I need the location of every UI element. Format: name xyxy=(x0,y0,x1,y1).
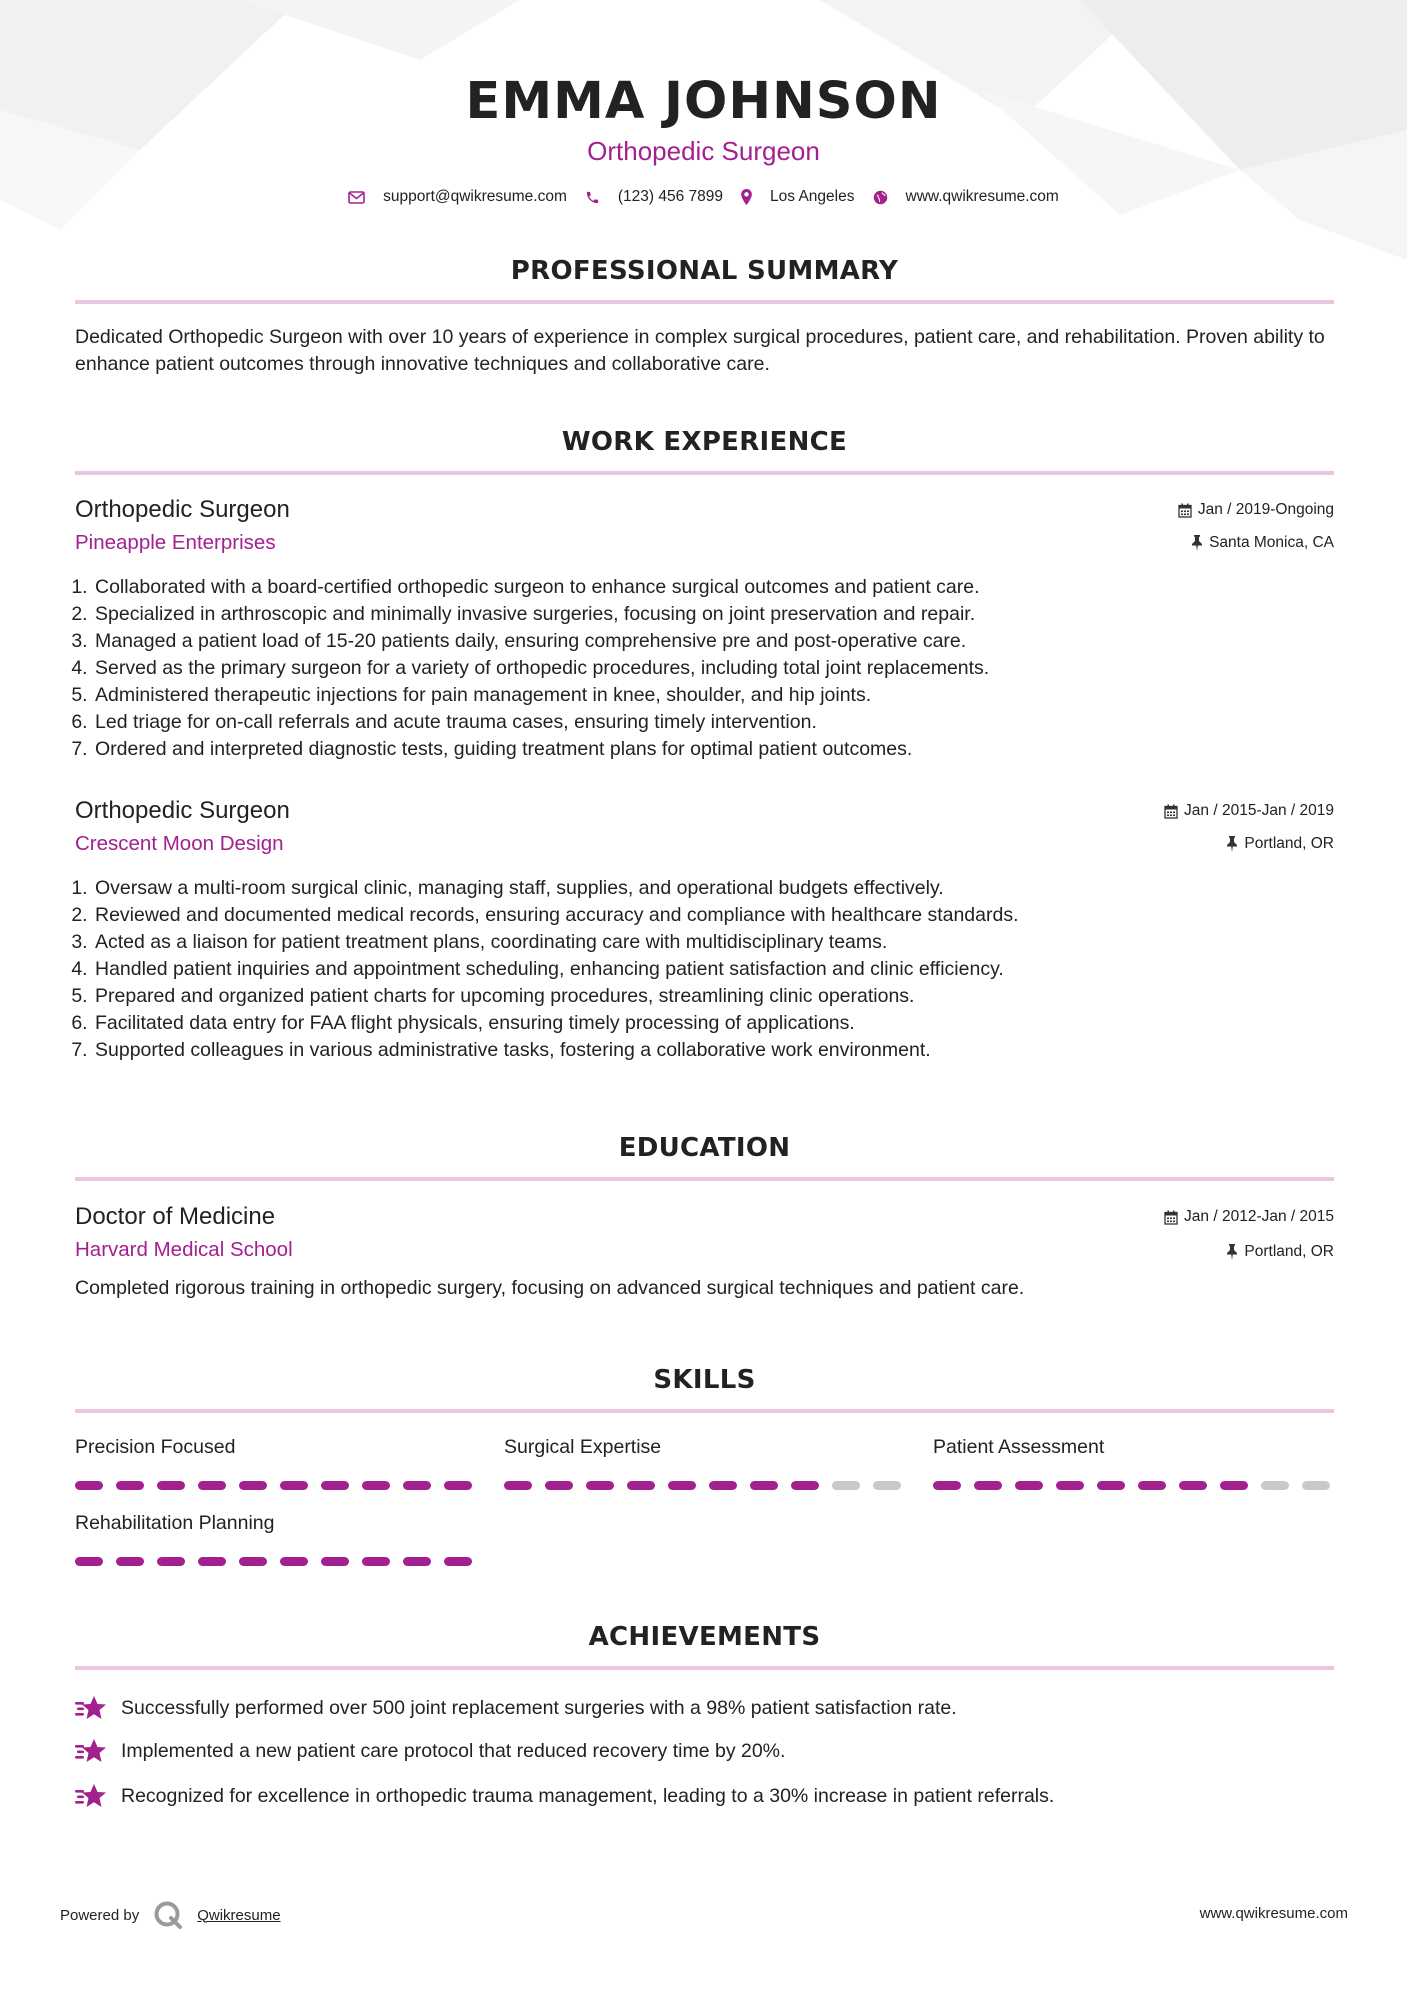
skill-segment-filled xyxy=(1056,1481,1084,1490)
star-badge-icon xyxy=(75,1695,107,1721)
skill-segment-filled xyxy=(157,1481,185,1490)
skills-heading: SKILLS xyxy=(653,1365,756,1395)
section-divider xyxy=(75,1666,1334,1670)
job-bullet: 6. Facilitated data entry for FAA flight physicals, ensuring timely processing of applications. xyxy=(93,1010,1019,1037)
section-divider xyxy=(75,1177,1334,1181)
skill-segment-filled xyxy=(239,1481,267,1490)
skill-segment-filled xyxy=(750,1481,778,1490)
phone-text: (123) 456 7899 xyxy=(617,188,724,205)
skill-segment-empty xyxy=(1261,1481,1289,1490)
skill-segment-filled xyxy=(1179,1481,1207,1490)
job-bullet: 1. Collaborated with a board-certified orthopedic surgeon to enhance surgical outcomes and patient care. xyxy=(93,574,989,601)
education-location xyxy=(1226,1243,1334,1261)
education-date-text: Jan / 2012-Jan / 2015 xyxy=(1184,1208,1334,1225)
job-bullet: 1. Oversaw a multi-room surgical clinic, managing staff, supplies, and operational budgets effectively. xyxy=(93,875,1019,902)
skill-segment-filled xyxy=(157,1557,185,1566)
section-divider xyxy=(75,300,1334,304)
skill-level-bar xyxy=(933,1481,1333,1490)
skill-segment-filled xyxy=(403,1481,431,1490)
skill-segment-filled xyxy=(280,1481,308,1490)
job-bullet: 3. Managed a patient load of 15-20 patients daily, ensuring comprehensive pre and post-operative care. xyxy=(93,628,989,655)
website-text: www.qwikresume.com xyxy=(905,188,1059,205)
skill-segment-filled xyxy=(668,1481,696,1490)
skill-level-bar xyxy=(504,1481,904,1490)
job-date-text: Jan / 2015-Jan / 2019 xyxy=(1184,802,1334,819)
achievement-text: Recognized for excellence in orthopedic trauma management, leading to a 30% increase in patient referrals. xyxy=(121,1784,1055,1807)
summary-text: Dedicated Orthopedic Surgeon with over 10 years of experience in complex surgical procedures, patient care, and rehabilitation. Proven ability to enhance patient outcomes through innovative techniques and collaborative care. xyxy=(75,326,1325,375)
skill-segment-filled xyxy=(362,1557,390,1566)
skill-segment-filled xyxy=(1138,1481,1166,1490)
skill-segment-filled xyxy=(444,1481,472,1490)
job-bullet: 5. Administered therapeutic injections for pain management in knee, shoulder, and hip joints. xyxy=(93,682,989,709)
contact-email[interactable] xyxy=(348,188,567,206)
skills-section xyxy=(75,1365,1334,1413)
star-badge-icon xyxy=(75,1783,107,1809)
footer-powered-by xyxy=(60,1900,281,1930)
achievements-section xyxy=(75,1622,1334,1670)
skill-segment-filled xyxy=(504,1481,532,1490)
job-bullet: 3. Acted as a liaison for patient treatment plans, coordinating care with multidisciplinary teams. xyxy=(93,929,1019,956)
skill-segment-filled xyxy=(545,1481,573,1490)
skill-segment-filled xyxy=(75,1557,103,1566)
skill-segment-filled xyxy=(280,1557,308,1566)
skill-item xyxy=(933,1436,1333,1490)
skill-segment-filled xyxy=(321,1481,349,1490)
skill-segment-filled xyxy=(75,1481,103,1490)
education-date xyxy=(1164,1208,1334,1226)
experience-section xyxy=(75,427,1334,475)
section-divider xyxy=(75,471,1334,475)
skill-item xyxy=(75,1436,475,1490)
job-company: Crescent Moon Design xyxy=(75,832,284,855)
achievement-text: Implemented a new patient care protocol that reduced recovery time by 20%. xyxy=(121,1739,786,1762)
map-pin-icon xyxy=(741,189,752,205)
skill-name: Surgical Expertise xyxy=(504,1436,662,1458)
skill-item xyxy=(504,1436,904,1490)
skill-segment-filled xyxy=(709,1481,737,1490)
education-section xyxy=(75,1133,1334,1181)
education-school: Harvard Medical School xyxy=(75,1238,293,1261)
section-divider xyxy=(75,1409,1334,1413)
job-bullet: 5. Prepared and organized patient charts for upcoming procedures, streamlining clinic operations. xyxy=(93,983,1019,1010)
skill-segment-empty xyxy=(1302,1481,1330,1490)
skill-segment-filled xyxy=(116,1557,144,1566)
pushpin-icon xyxy=(1191,535,1203,551)
email-text: support@qwikresume.com xyxy=(383,188,567,205)
job-location-text: Portland, OR xyxy=(1244,835,1334,852)
skill-segment-filled xyxy=(198,1481,226,1490)
skill-level-bar xyxy=(75,1481,475,1490)
skill-item xyxy=(75,1512,475,1566)
skill-level-bar xyxy=(75,1557,475,1566)
skill-segment-filled xyxy=(444,1557,472,1566)
education-heading: EDUCATION xyxy=(618,1133,791,1163)
skill-segment-filled xyxy=(362,1481,390,1490)
job-date xyxy=(1178,501,1334,519)
candidate-name: EMMA JOHNSON xyxy=(465,72,942,131)
education-degree: Doctor of Medicine xyxy=(75,1203,276,1230)
skill-segment-filled xyxy=(403,1557,431,1566)
envelope-icon xyxy=(348,191,365,204)
contact-website[interactable] xyxy=(873,188,1059,206)
job-company: Pineapple Enterprises xyxy=(75,531,276,554)
job-bullet: 6. Led triage for on-call referrals and acute trauma cases, ensuring timely intervention. xyxy=(93,709,989,736)
calendar-icon xyxy=(1164,804,1178,819)
achievement-item xyxy=(75,1695,957,1721)
skill-segment-filled xyxy=(239,1557,267,1566)
skill-segment-filled xyxy=(627,1481,655,1490)
skill-segment-filled xyxy=(933,1481,961,1490)
skill-segment-empty xyxy=(873,1481,901,1490)
job-bullet: 7. Ordered and interpreted diagnostic tests, guiding treatment plans for optimal patient outcomes. xyxy=(93,736,989,763)
skill-segment-empty xyxy=(832,1481,860,1490)
achievements-heading: ACHIEVEMENTS xyxy=(588,1622,821,1652)
job-location-text: Santa Monica, CA xyxy=(1209,534,1334,551)
calendar-icon xyxy=(1164,1210,1178,1225)
contact-location xyxy=(741,188,854,206)
qwikresume-logo-icon xyxy=(153,1900,183,1930)
globe-icon xyxy=(873,190,888,205)
skill-segment-filled xyxy=(974,1481,1002,1490)
skill-segment-filled xyxy=(586,1481,614,1490)
summary-heading: PROFESSIONAL SUMMARY xyxy=(510,256,899,286)
pushpin-icon xyxy=(1226,1244,1238,1260)
skill-name: Precision Focused xyxy=(75,1436,236,1458)
candidate-role: Orthopedic Surgeon xyxy=(587,136,820,166)
job-bullet: 4. Handled patient inquiries and appointment scheduling, enhancing patient satisfaction and clinic efficiency. xyxy=(93,956,1019,983)
achievement-text: Successfully performed over 500 joint replacement surgeries with a 98% patient satisfaction rate. xyxy=(121,1696,957,1719)
calendar-icon xyxy=(1178,503,1192,518)
footer-website[interactable]: www.qwikresume.com xyxy=(1199,1905,1348,1922)
experience-heading: WORK EXPERIENCE xyxy=(561,427,848,457)
powered-by-label: Powered by xyxy=(60,1906,140,1924)
job-bullet: 2. Reviewed and documented medical records, ensuring accuracy and compliance with healthcare standards. xyxy=(93,902,1019,929)
job-date xyxy=(1164,802,1334,820)
job-title: Orthopedic Surgeon xyxy=(75,496,290,523)
skill-segment-filled xyxy=(198,1557,226,1566)
education-location-text: Portland, OR xyxy=(1244,1243,1334,1260)
job-date-text: Jan / 2019-Ongoing xyxy=(1197,501,1334,518)
contact-phone[interactable] xyxy=(585,188,723,206)
skill-segment-filled xyxy=(1097,1481,1125,1490)
skill-name: Patient Assessment xyxy=(933,1436,1105,1458)
job-title: Orthopedic Surgeon xyxy=(75,797,290,824)
job-bullets xyxy=(75,875,1019,1064)
job-location xyxy=(1226,835,1334,853)
achievement-item xyxy=(75,1783,1054,1809)
phone-icon xyxy=(585,190,600,205)
pushpin-icon xyxy=(1226,836,1238,852)
skill-segment-filled xyxy=(321,1557,349,1566)
education-description: Completed rigorous training in orthopedic surgery, focusing on advanced surgical techniques and patient care. xyxy=(75,1277,1025,1299)
star-badge-icon xyxy=(75,1738,107,1764)
job-bullet: 7. Supported colleagues in various administrative tasks, fostering a collaborative work environment. xyxy=(93,1037,1019,1064)
location-text: Los Angeles xyxy=(770,188,855,205)
contact-bar xyxy=(0,188,1407,206)
skill-segment-filled xyxy=(1220,1481,1248,1490)
achievement-item xyxy=(75,1738,785,1764)
job-location xyxy=(1191,534,1334,552)
job-bullets xyxy=(75,574,989,763)
qwikresume-link[interactable]: Qwikresume xyxy=(197,1906,281,1924)
summary-section xyxy=(75,256,1334,378)
job-bullet: 2. Specialized in arthroscopic and minimally invasive surgeries, focusing on joint preservation and repair. xyxy=(93,601,989,628)
skill-segment-filled xyxy=(1015,1481,1043,1490)
skill-segment-filled xyxy=(791,1481,819,1490)
skill-name: Rehabilitation Planning xyxy=(75,1512,275,1534)
skill-segment-filled xyxy=(116,1481,144,1490)
job-bullet: 4. Served as the primary surgeon for a variety of orthopedic procedures, including total joint replacements. xyxy=(93,655,989,682)
